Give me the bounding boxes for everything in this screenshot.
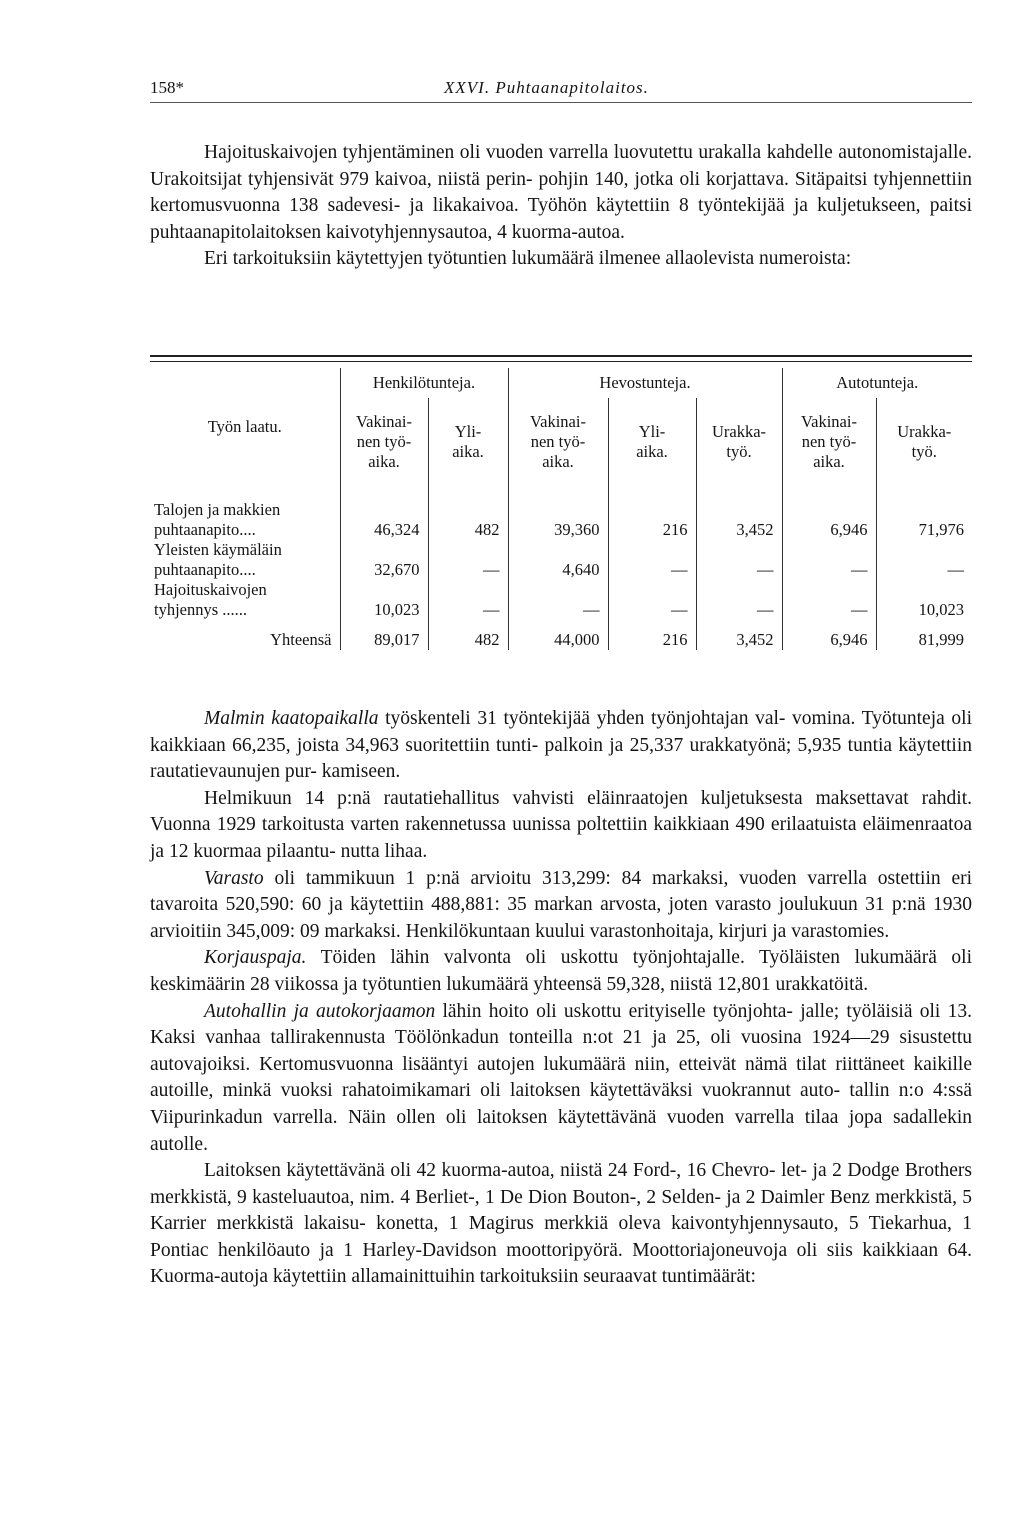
running-title: XXVI. Puhtaanapitolaitos. [444,78,649,97]
table-cell: — [428,580,508,620]
total-cell: 81,999 [876,620,972,650]
table-cell: 10,023 [340,580,428,620]
table-cell: — [608,540,696,580]
intro-line: Hajoituskaivojen tyhjentäminen oli vuoden varrella luovutettu urakalla [204,142,762,163]
table-cell: 216 [608,500,696,540]
intro-line: sadevesi- ja likakaivoa. Työhön käytettiin 8 työntekijää ja kuljetukseen, [327,195,921,217]
table-row [150,580,972,620]
table-row [150,540,972,580]
table-row [150,500,972,540]
total-label: Yhteensä [270,630,332,649]
subheader-contract-work: Urakka- työ. [696,398,782,486]
total-cell: 44,000 [508,620,608,650]
paragraph-vehicles: Laitoksen käytettävänä oli 42 kuorma-autoa, niistä 24 Ford-, 16 Chevro- let- ja 2 Dodge Brothers merkkistä, 9 kasteluautoa, nim. 4 Berliet-, 1 De Dion Bouton-, 2 Selden- ja 2 Daimler Benz merkkistä, 5 Karrier merkkistä lakaisu- konetta, 1 Magirus merkkiä oleva kaivontyhjennysauto, 5 Tiekarhua, 1 Pontiac henkilöauto ja 1 Harley-Davidson moottoripyörä. Moottoriajoneuvoja oli siis kaikkiaan 64. Kuorma-autoja käytettiin allamainittuihin tarkoituksiin seuraavat tuntimäärät: [150,1160,973,1288]
group-header-person-hours: Henkilötunteja. [340,368,508,398]
subheader-regular-hours: Vakinai- nen työ- aika. [782,398,876,486]
italic-term: Korjauspaja. [204,947,307,969]
paragraph-garage: Autohallin ja autokorjaamon lähin hoito oli uskottu erityiselle työnjohta- jalle; työläisiä oli 13. Kaksi vanhaa tallirakennusta Töölönkadun tonteilla n:ot 21 ja 25, oli vuosina 1924—29 sisustettu autovajoiksi. Kertomusvuonna lisääntyi autojen lukumäärä niin, etteivät nämä tilat riittäneet kaikille autoille, minkä vuoksi rahatoimikamari oli laitoksen käytettäväksi vuokrannut auto- tallin n:o 4:ssä Viipurinkadun varrella. Näin ollen oli laitoksen käytettävänä vuoden varrella tilaa jopa sadallekin autolle. [150,1000,973,1155]
table-top-rule-thin [150,361,972,362]
table-cell: 39,360 [508,500,608,540]
italic-term: Autohallin ja autokorjaamon [204,1000,436,1022]
table-cell: — [428,540,508,580]
intro-line: pohjin 140, jotka oli korjattava. Sitäpaitsi tyhjennettiin kertomusvuonna 138 [150,168,972,217]
paragraph-storage: Varasto oli tammikuun 1 p:nä arvioitu 313,299: 84 markaksi, vuoden varrella ostettiin eri tavaroita 520,590: 60 ja käytettiin 488,881: 35 markan arvosta, joten varasto joulukuun 31 p:nä 1930 arvioitiin 345,009: 09 markaksi. Henkilökuntaan kuului varastonhoitaja, kirjuri ja varastomies. [150,867,973,942]
table-cell: — [876,540,972,580]
table-cell: 10,023 [876,580,972,620]
table-cell: 46,324 [340,500,428,540]
total-cell: 6,946 [782,620,876,650]
subheader-overtime: Yli- aika. [608,398,696,486]
table-cell: 32,670 [340,540,428,580]
table-cell: — [696,580,782,620]
intro-line: paitsi puhtaanapitolaitoksen kaivotyhjennysautoa, 4 kuorma-autoa. [150,195,973,243]
total-cell: 3,452 [696,620,782,650]
group-header-horse-hours: Hevostunteja. [508,368,782,398]
table-cell: — [696,540,782,580]
table-cell: — [782,540,876,580]
subheader-regular-hours: Vakinai- nen työ- aika. [340,398,428,486]
row-label: Hajoituskaivojen tyhjennys ...... [154,580,267,619]
table-cell: — [782,580,876,620]
table-cell: — [608,580,696,620]
intro-paragraph [150,140,972,273]
row-label: Talojen ja makkien puhtaanapito.... [154,500,281,539]
work-type-header: Työn laatu. [207,417,282,436]
running-header [150,68,972,103]
table-cell: 71,976 [876,500,972,540]
row-label: Yleisten käymäläin puhtaanapito.... [154,540,282,579]
table-cell: 3,452 [696,500,782,540]
table-top-rule [150,355,972,357]
paragraph-workshop: Korjauspaja. Töiden lähin valvonta oli uskottu työnjohtajalle. Työläisten lukumäärä oli keskimäärin 28 viikossa ja työtuntien lukumäärä yhteensä 59,328, niistä 12,801 urakkatöitä. [150,947,972,995]
intro-line: numeroista: [759,248,852,270]
intro-line: kahdelle autonomistajalle. Urakoitsijat tyhjensivät 979 kaivoa, niistä perin- [150,142,972,190]
italic-term: Malmin kaatopaikalla [204,708,379,729]
work-hours-table [150,368,972,650]
subheader-overtime: Yli- aika. [428,398,508,486]
body-text [150,706,972,1291]
table-cell: 482 [428,500,508,540]
table-cell: 4,640 [508,540,608,580]
paragraph-malmi: Malmin kaatopaikalla työskenteli 31 työntekijää yhden työnjohtajan val- vomina. Työtunteja oli kaikkiaan 66,235, joista 34,963 suoritettiin tunti- palkoin ja 25,337 urakkatyönä; 5,935 tuntia käytettiin rautatievaunujen pur- kamiseen. [150,708,972,783]
subheader-regular-hours: Vakinai- nen työ- aika. [508,398,608,486]
total-cell: 89,017 [340,620,428,650]
italic-term: Varasto [204,867,264,889]
page-number: 158* [150,78,184,97]
intro-line: Eri tarkoituksiin käytettyjen työtuntien lukumäärä ilmenee allaolevista [204,248,755,270]
paragraph-carcass-transport: Helmikuun 14 p:nä rautatiehallitus vahvisti eläinraatojen kuljetuksesta maksettavat rahdit. Vuonna 1929 tarkoitusta varten rakennetussa uunissa poltettiin kaikkiaan 490 erilaatuista eläimenraatoa ja 12 kuormaa pilaantu- nutta lihaa. [150,787,973,862]
total-cell: 216 [608,620,696,650]
subheader-contract-work: Urakka- työ. [876,398,972,486]
group-header-car-hours: Autotunteja. [782,368,972,398]
table-cell: — [508,580,608,620]
total-row [150,620,972,650]
total-cell: 482 [428,620,508,650]
table-cell: 6,946 [782,500,876,540]
